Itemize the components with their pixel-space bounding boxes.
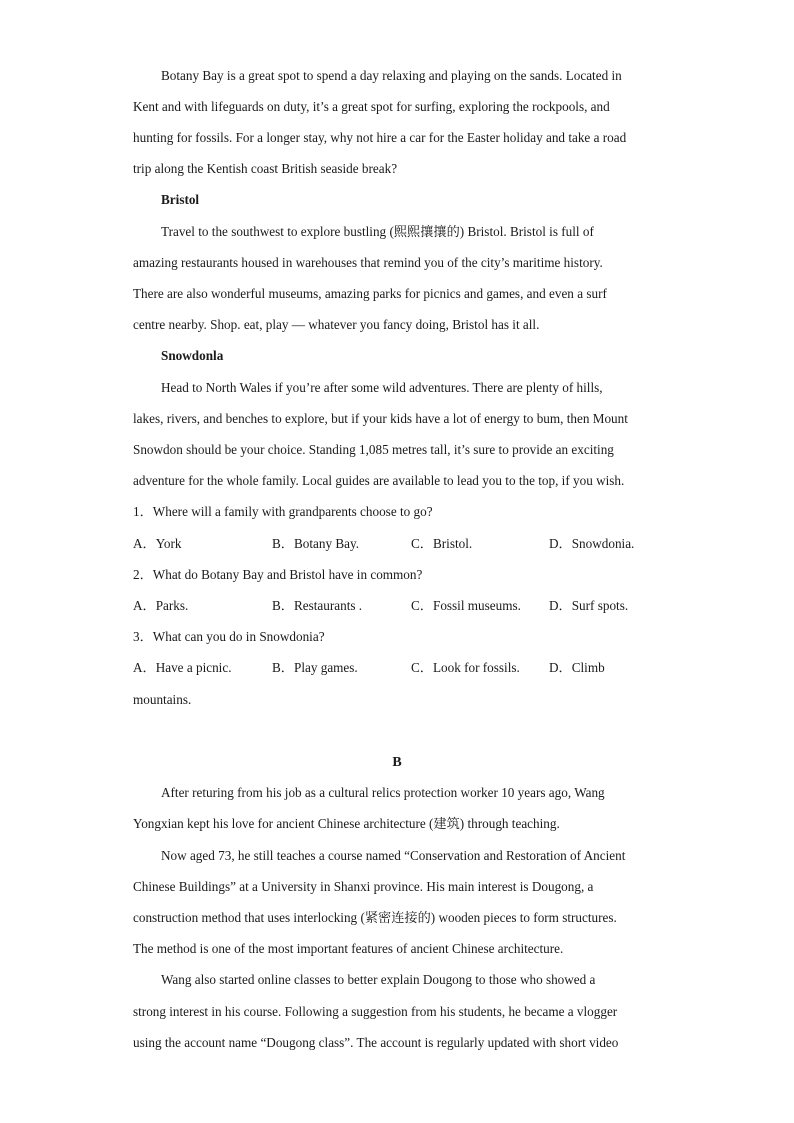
question-2-option-a: A．Parks. — [133, 598, 189, 613]
snowdonia-line-1: Head to North Wales if you’re after some wild adventures. There are plenty of hills, — [161, 380, 603, 395]
passage-b-p1-line-1: After returing from his job as a cultural relics protection worker 10 years ago, Wang — [161, 785, 605, 800]
question-1-option-d: D．Snowdonia. — [549, 536, 635, 551]
passage-b-p2-line-2: Chinese Buildings” at a University in Shanxi province. His main interest is Dougong, a — [133, 879, 594, 894]
question-1-option-b: B．Botany Bay. — [272, 536, 360, 551]
question-1-option-c: C．Bristol. — [411, 536, 473, 551]
botany-line-2: Kent and with lifeguards on duty, it’s a great spot for surfing, exploring the rockpools, and — [133, 99, 610, 114]
passage-b-p2-line-3: construction method that uses interlocking (紧密连接的) wooden pieces to form structures. — [133, 910, 617, 925]
question-3-option-b: B．Play games. — [272, 660, 358, 675]
botany-line-4: trip along the Kentish coast British seaside break? — [133, 161, 398, 176]
question-3-stem: 3．What can you do in Snowdonia? — [133, 629, 325, 644]
botany-line-3: hunting for fossils. For a longer stay, why not hire a car for the Easter holiday and take a road — [133, 130, 627, 145]
snowdonia-line-3: Snowdon should be your choice. Standing 1,085 metres tall, it’s sure to provide an exciting — [133, 442, 614, 457]
question-3-option-d: D．Climb — [549, 660, 605, 675]
question-1-option-a: A．York — [133, 536, 182, 551]
passage-b-p1-line-2: Yongxian kept his love for ancient Chinese architecture (建筑) through teaching. — [133, 816, 560, 831]
snowdonia-line-4: adventure for the whole family. Local guides are available to lead you to the top, if you wish. — [133, 473, 625, 488]
bristol-line-4: centre nearby. Shop. eat, play — whatever you fancy doing, Bristol has it all. — [133, 317, 540, 332]
passage-b-p2-line-4: The method is one of the most important features of ancient Chinese architecture. — [133, 941, 564, 956]
section-b-title: B — [392, 755, 402, 770]
passage-b-p2-line-1: Now aged 73, he still teaches a course named “Conservation and Restoration of Ancient — [161, 848, 626, 863]
bristol-line-3: There are also wonderful museums, amazing parks for picnics and games, and even a surf — [133, 286, 607, 301]
passage-b-p3-line-3: using the account name “Dougong class”. The account is regularly updated with short video — [133, 1035, 619, 1050]
bristol-line-1: Travel to the southwest to explore bustling (熙熙攘攘的) Bristol. Bristol is full of — [161, 224, 594, 239]
passage-b-p3-line-1: Wang also started online classes to better explain Dougong to those who showed a — [161, 972, 596, 987]
passage-b-p3-line-2: strong interest in his course. Following a suggestion from his students, he became a vlogger — [133, 1004, 618, 1019]
question-3-option-a: A．Have a picnic. — [133, 660, 232, 675]
botany-line-1: Botany Bay is a great spot to spend a day relaxing and playing on the sands. Located in — [161, 68, 622, 83]
question-2-option-d: D．Surf spots. — [549, 598, 629, 613]
question-3-option-c: C．Look for fossils. — [411, 660, 520, 675]
question-2-stem: 2．What do Botany Bay and Bristol have in common? — [133, 567, 423, 582]
question-2-option-c: C．Fossil museums. — [411, 598, 521, 613]
question-1-stem: 1．Where will a family with grandparents choose to go? — [133, 504, 433, 519]
snowdonia-heading: Snowdonla — [161, 348, 224, 363]
snowdonia-line-2: lakes, rivers, and benches to explore, but if your kids have a lot of energy to bum, then Mount — [133, 411, 628, 426]
question-3-option-d-continuation: mountains. — [133, 692, 192, 707]
bristol-line-2: amazing restaurants housed in warehouses that remind you of the city’s maritime history. — [133, 255, 603, 270]
question-2-option-b: B．Restaurants . — [272, 598, 363, 613]
bristol-heading: Bristol — [161, 192, 200, 207]
